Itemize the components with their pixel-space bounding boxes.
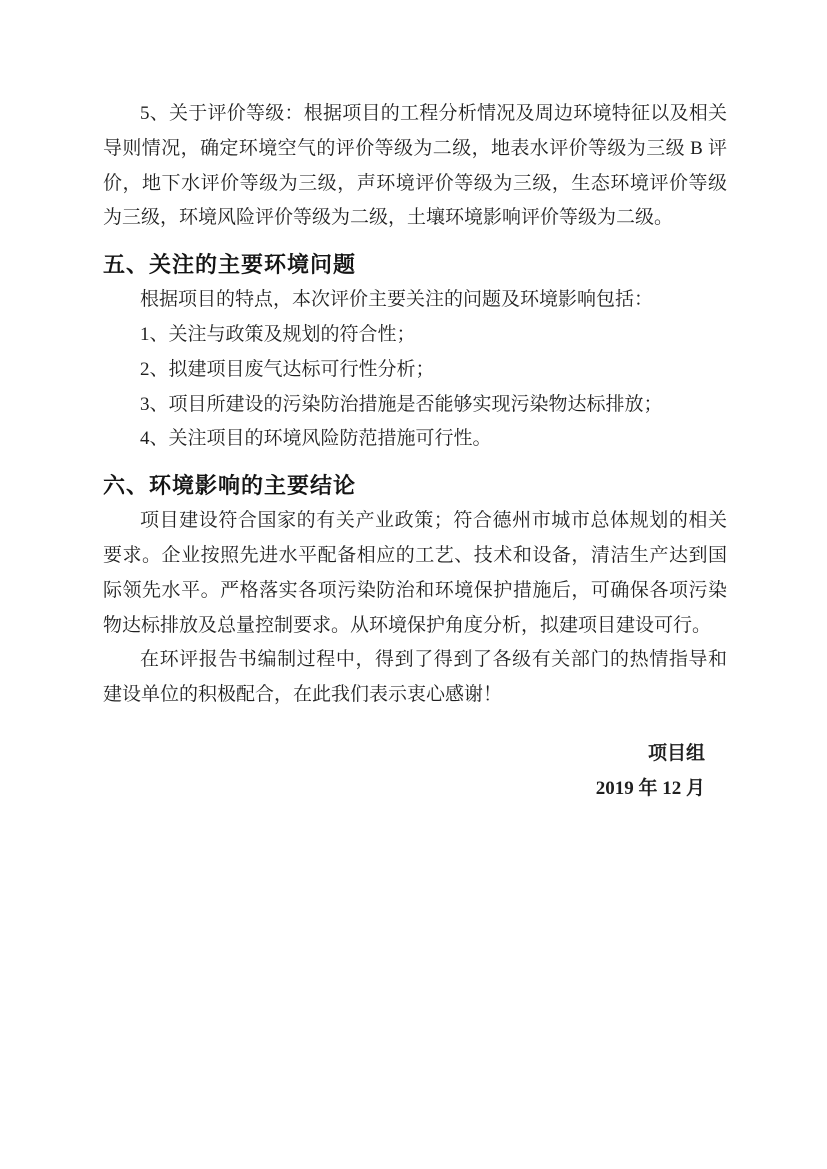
list-item-4: 4、关注项目的环境风险防范措施可行性。 — [140, 428, 492, 450]
list-item-3: 3、项目所建设的污染防治措施是否能够实现污染物达标排放； — [140, 393, 663, 415]
signature-date: 2019 年 12 月 — [595, 777, 705, 799]
section-6-heading: 六、环境影响的主要结论 — [103, 473, 357, 499]
section-5-heading: 五、关注的主要环境问题 — [103, 252, 357, 278]
conclusion-paragraph: 项目建设符合国家的有关产业政策；符合德州市城市总体规划的相关要求。企业按照先进水平配备相应的工艺、技术和设备，清洁生产达到国际领先水平。严格落实各项污染防治和环境保护措施后，可确保各项污染物达标排放及总量控制要求。从环境保护角度分析，拟建项目建设可行。 — [103, 510, 727, 636]
paragraph-evaluation-grades: 5、关于评价等级：根据项目的工程分析情况及周边环境特征以及相关导则情况，确定环境空气的评价等级为二级，地表水评价等级为三级 B 评价，地下水评价等级为三级，声环境评价等级为三级，生态环境评价等级为三级，环境风险评价等级为二级，土壤环境影响评价等级为二级。 — [103, 103, 727, 229]
list-item-1: 1、关注与政策及规划的符合性； — [140, 323, 416, 345]
signature-author: 项目组 — [647, 742, 705, 764]
list-item-2: 2、拟建项目废气达标可行性分析； — [140, 358, 435, 380]
signature-block — [103, 737, 727, 807]
acknowledgement-paragraph: 在环评报告书编制过程中，得到了得到了各级有关部门的热情指导和建设单位的积极配合，在此我们表示衷心感谢！ — [103, 649, 727, 706]
section-5-intro: 根据项目的特点，本次评价主要关注的问题及环境影响包括： — [140, 289, 654, 311]
